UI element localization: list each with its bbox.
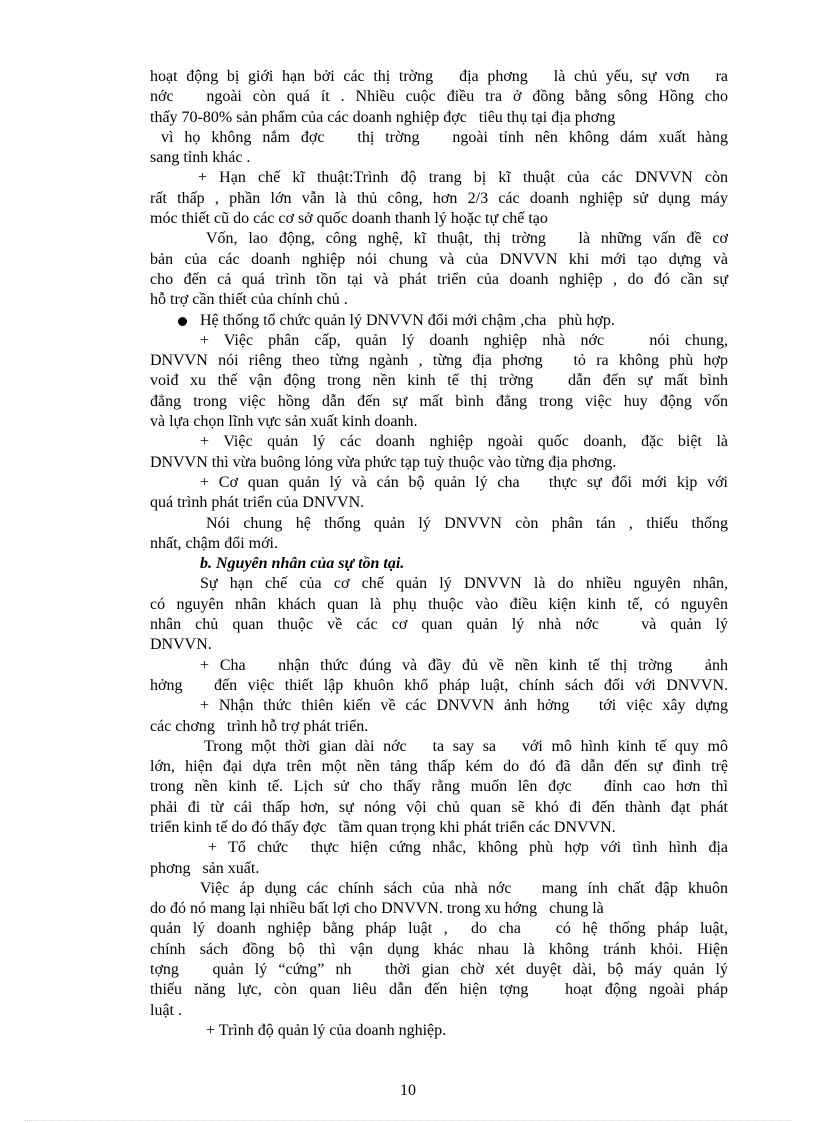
- text-line: [150, 270, 728, 290]
- text-line: [150, 392, 728, 412]
- text-line-content: phơng sản xuất.: [150, 859, 260, 877]
- text-line-content: thiếu năng lực, còn quan liêu dẫn đến hiện tợng hoạt động ngoài pháp: [150, 981, 728, 999]
- text-line: [150, 696, 728, 716]
- text-line-content: hởng đến việc thiết lập khuôn khổ pháp luật, chính sách đối với DNVVN.: [150, 676, 728, 694]
- text-line-content: phải đi từ cái thấp hơn, sự nóng vội chủ quan sẽ khó đi đến thành đạt phát: [150, 798, 728, 816]
- text-line: [150, 757, 728, 777]
- text-line: [150, 514, 728, 534]
- text-line-content: + Hạn chế kĩ thuật:Trình độ trang bị kĩ thuật của các DNVVN còn: [198, 169, 728, 187]
- text-line-content: luật .: [150, 1001, 182, 1019]
- text-line-content: sang tỉnh khác .: [150, 149, 251, 167]
- text-line: [150, 432, 728, 452]
- text-line: [150, 128, 728, 148]
- text-line-content: rất thấp , phần lớn vẫn là thủ công, hơn 2/3 các doanh nghiệp sử dụng máy: [150, 189, 728, 207]
- text-line-content: + Nhận thức thiên kiến về các DNVVN ảnh hởng tới việc xây dựng: [200, 697, 728, 715]
- text-line: [150, 818, 728, 838]
- text-line-content: quản lý doanh nghiệp bằng pháp luật , do cha có hệ thống pháp luật,: [150, 920, 728, 938]
- text-line-content: hoạt động bị giới hạn bởi các thị trờng địa phơng là chủ yếu, sự vơn ra: [150, 68, 728, 85]
- text-line-content: nhất, chậm đổi mới.: [150, 534, 278, 552]
- text-line: [150, 879, 728, 899]
- text-line-content: + Trình độ quản lý của doanh nghiệp.: [206, 1021, 447, 1039]
- text-line-content: hỗ trợ cần thiết của chính chủ .: [150, 291, 348, 309]
- text-line: [150, 493, 728, 513]
- text-line-content: triển kinh tế do đó thấy đợc tầm quan trọng khi phát triển các DNVVN.: [150, 818, 616, 836]
- text-line-content: vì họ không nắm đợc thị trờng ngoài tỉnh nên không dám xuất hàng: [150, 128, 728, 146]
- text-line: [150, 635, 728, 655]
- text-line-content: các chơng trình hỗ trợ phát triển.: [150, 717, 369, 735]
- text-line: [150, 209, 728, 229]
- bullet-icon: [178, 317, 187, 326]
- text-line-content: + Cha nhận thức đúng và đầy đủ về nền kinh tế thị trờng ảnh: [200, 656, 728, 674]
- text-line-content: chính sách đồng bộ thì vận dụng khác nhau là không tránh khỏi. Hiện: [150, 940, 728, 958]
- text-line: [150, 919, 728, 939]
- text-line: [150, 656, 728, 676]
- text-line: [150, 940, 728, 960]
- text-line-content: móc thiết cũ do các cơ sở quốc doanh thanh lý hoặc tự chế tạo: [150, 210, 548, 228]
- text-line-content: Vốn, lao động, công nghệ, kĩ thuật, thị trờng là những vấn đề cơ: [206, 230, 728, 248]
- page-body-text: [150, 67, 728, 1041]
- text-line: [150, 737, 728, 757]
- text-line-content: voiđ xu thế vận động trong nền kinh tế thị trờng dẫn đến sự mất bình: [150, 372, 728, 390]
- text-line: [150, 148, 728, 168]
- text-line: [150, 798, 728, 818]
- text-line-content: Sự hạn chế của cơ chế quản lý DNVVN là do nhiều nguyên nhân,: [200, 575, 728, 593]
- text-line: [150, 331, 728, 351]
- text-line-content: có nguyên nhân khách quan là phụ thuộc vào điều kiện kinh tế, có nguyên: [150, 595, 728, 613]
- text-line: [150, 453, 728, 473]
- text-line: [150, 351, 728, 371]
- text-line: [150, 838, 728, 858]
- text-line: [150, 777, 728, 797]
- text-line: [150, 67, 728, 87]
- text-line: [150, 960, 728, 980]
- page-number: 10: [400, 1082, 416, 1099]
- text-line-content: Hệ thống tổ chức quản lý DNVVN đổi mới chậm ,cha phù hợp.: [200, 311, 615, 329]
- section-heading-text: b. Nguyên nhân của sự tồn tại.: [200, 555, 405, 573]
- text-line-content: do đó nó mang lại nhiều bất lợi cho DNVVN. trong xu hớng chung là: [150, 900, 604, 918]
- text-line: [150, 574, 728, 594]
- text-line-content: tợng quản lý “cứng” nh thời gian chờ xét duyệt dài, bộ máy quản lý: [150, 961, 728, 979]
- text-line-content: đẳng trong việc hồng dẫn đến sự mất bình đẳng trong việc huy động vốn: [150, 392, 728, 410]
- text-line: [150, 676, 728, 696]
- text-line-content: quá trình phát triển của DNVVN.: [150, 494, 365, 512]
- text-line: [150, 859, 728, 879]
- text-line-content: DNVVN thì vừa buông lỏng vừa phức tạp tuỳ thuộc vào từng địa phơng.: [150, 453, 617, 471]
- text-line: [150, 899, 728, 919]
- text-line: [150, 108, 728, 128]
- text-line: [150, 595, 728, 615]
- text-line-content: + Việc quản lý các doanh nghiệp ngoài quốc doanh, đặc biệt là: [200, 433, 728, 451]
- text-line: [150, 473, 728, 493]
- text-line-content: bản của các doanh nghiệp nói chung và của DNVVN khi mới tạo dựng và: [150, 250, 728, 268]
- text-line: [150, 1001, 728, 1021]
- text-line: [150, 534, 728, 554]
- text-line-content: lớn, hiện đại dựa trên một nền tảng thấp kém do đó đã dẫn đến sự đình trệ: [150, 758, 728, 776]
- text-line: [150, 717, 728, 737]
- text-line-content: DNVVN.: [150, 636, 212, 654]
- text-line: [150, 371, 728, 391]
- text-line-content: và lựa chọn lĩnh vực sản xuất kinh doanh.: [150, 413, 418, 431]
- text-line: [150, 87, 728, 107]
- text-line-content: DNVVN nói riêng theo từng ngành , từng địa phơng tỏ ra không phù hợp: [150, 352, 728, 370]
- text-line-content: nớc ngoài còn quá ít . Nhiều cuộc điều tra ở đồng bằng sông Hồng cho: [150, 88, 728, 106]
- text-line: [150, 1021, 728, 1041]
- text-line: [150, 980, 728, 1000]
- text-line-content: + Tổ chức thực hiện cứng nhắc, không phù hợp với tình hình địa: [208, 839, 728, 857]
- text-line: [150, 189, 728, 209]
- text-line-content: thấy 70-80% sản phẩm của các doanh nghiệp đợc tiêu thụ tại địa phơng: [150, 108, 616, 126]
- text-line-content: Việc áp dụng các chính sách của nhà nớc mang ính chất đập khuôn: [200, 879, 728, 897]
- text-line: [150, 229, 728, 249]
- text-line-content: nhân chủ quan thuộc về các cơ quan quản lý nhà nớc và quản lý: [150, 616, 728, 634]
- section-heading: [150, 554, 728, 574]
- text-line: [150, 168, 728, 188]
- text-line: [150, 412, 728, 432]
- text-line-content: Nói chung hệ thống quản lý DNVVN còn phân tán , thiếu thống: [206, 514, 728, 532]
- footer-dotted-rule: [24, 1120, 792, 1121]
- text-line: [150, 250, 728, 270]
- text-line-content: trong nền kinh tế. Lịch sử cho thấy rằng muốn lên đợc đỉnh cao hơn thì: [150, 778, 728, 796]
- text-line-content: + Việc phân cấp, quản lý doanh nghiệp nhà nớc nói chung,: [200, 331, 728, 349]
- text-line-content: + Cơ quan quản lý và cán bộ quản lý cha thực sự đổi mới kịp với: [200, 473, 728, 491]
- text-line: [150, 615, 728, 635]
- text-line: [150, 290, 728, 310]
- text-line-content: cho đến cả quá trình tồn tại và phát triển của doanh nghiệp , do đó cần sự: [150, 270, 728, 288]
- text-line-content: Trong một thời gian dài nớc ta say sa với mô hình kinh tế quy mô: [204, 737, 728, 755]
- bullet-item: [150, 311, 728, 331]
